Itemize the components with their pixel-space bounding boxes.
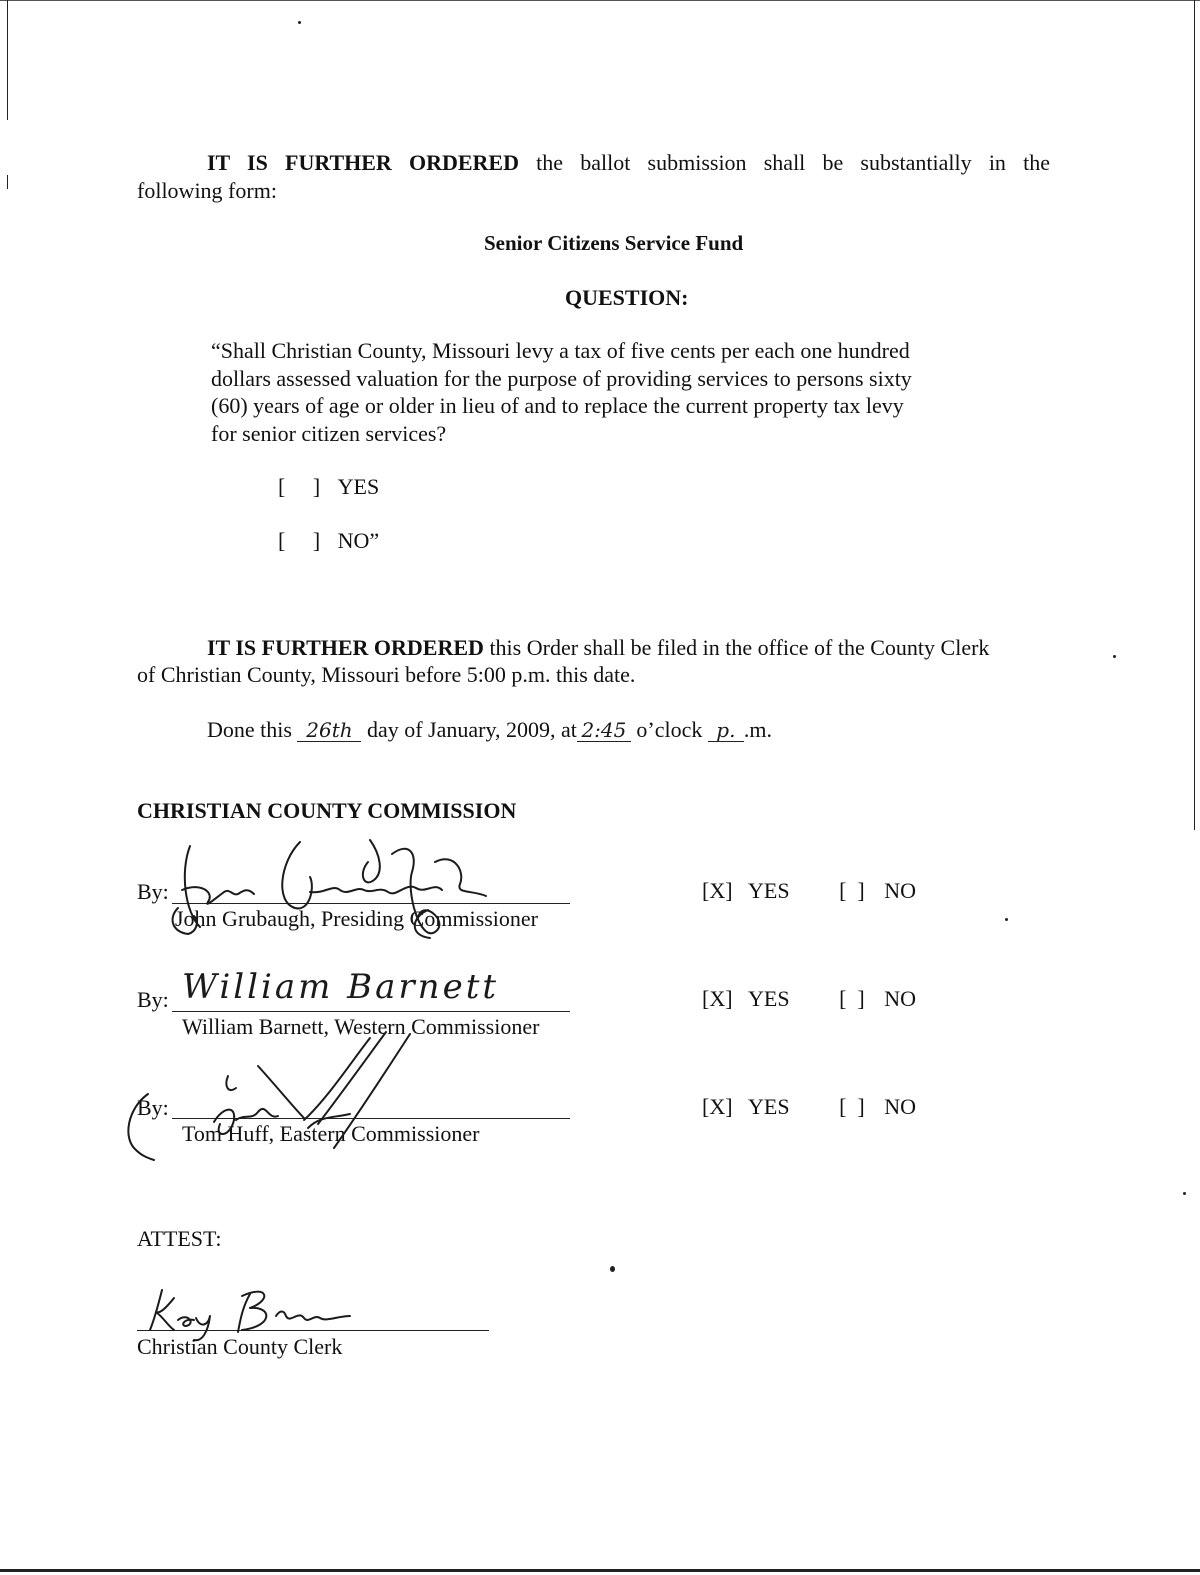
question-line: (60) years of age or older in lieu of and to replace the current property tax levy <box>211 393 904 418</box>
attest-label: ATTEST: <box>137 1226 222 1251</box>
by-label: By: <box>137 1095 169 1120</box>
order-text: the ballot submission shall be substantially in the <box>519 150 1050 175</box>
order-paragraph-2-line2: of Christian County, Missouri before 5:00 p.m. this date. <box>137 662 636 687</box>
by-label: By: <box>137 987 169 1012</box>
vote-no-label: NO <box>884 878 917 903</box>
order-lead-bold: IT IS FURTHER ORDERED <box>207 635 484 660</box>
ballot-choice-label: NO” <box>337 528 380 553</box>
vote-yes-checkbox-checked: [X] <box>702 1094 733 1119</box>
order-paragraph-2-line1 <box>207 634 989 661</box>
ballot-choice-label: YES <box>337 474 380 499</box>
clerk-title: Christian County Clerk <box>137 1334 343 1359</box>
order-text: this Order shall be filed in the office of the County Clerk <box>483 635 990 660</box>
signature-line <box>172 1011 570 1012</box>
vote-row <box>702 985 916 1012</box>
member-name-title: William Barnett, Western Commissioner <box>182 1014 540 1039</box>
member-name-title: Tom Huff, Eastern Commissioner <box>182 1121 480 1146</box>
done-mid: day of January, 2009, at <box>361 717 577 742</box>
signature-tom-huff <box>118 1028 438 1168</box>
ballot-choice-yes <box>278 473 379 500</box>
handwritten-am-pm: p. <box>708 719 744 742</box>
scan-speck <box>1183 1192 1186 1195</box>
scan-border-bottom <box>0 1569 1200 1572</box>
ballot-checkbox: [ ] <box>278 474 321 499</box>
scan-speck <box>298 21 301 24</box>
vote-no-label: NO <box>884 986 917 1011</box>
handwritten-day: 26th <box>297 719 361 742</box>
vote-yes-label: YES <box>748 878 790 903</box>
scan-border-top <box>0 0 1200 1</box>
done-oclock: o’clock <box>630 717 708 742</box>
question-line: for senior citizen services? <box>211 421 447 446</box>
vote-row <box>702 877 916 904</box>
done-suffix: .m. <box>743 717 773 742</box>
scan-border-left-mark <box>7 175 8 189</box>
ballot-choice-no <box>278 527 379 554</box>
scan-border-right <box>1194 0 1195 830</box>
signature-john-grubaugh <box>160 832 500 942</box>
vote-yes-label: YES <box>748 986 790 1011</box>
vote-yes-checkbox-checked: [X] <box>702 986 733 1011</box>
done-line <box>207 716 772 743</box>
scan-speck <box>1113 655 1116 658</box>
order-paragraph-1-line1 <box>207 149 1050 176</box>
vote-yes-checkbox-checked: [X] <box>702 878 733 903</box>
question-heading: QUESTION: <box>565 285 689 310</box>
handwritten-time: 2:45 <box>577 719 631 742</box>
scan-speck <box>1005 918 1008 921</box>
commission-heading: CHRISTIAN COUNTY COMMISSION <box>137 798 517 823</box>
ballot-title: Senior Citizens Service Fund <box>484 231 744 255</box>
vote-yes-label: YES <box>748 1094 790 1119</box>
question-line: dollars assessed valuation for the purpose of providing services to persons sixty <box>211 366 912 391</box>
done-prefix: Done this <box>207 717 298 742</box>
vote-row <box>702 1093 916 1120</box>
scan-speck <box>610 1266 615 1272</box>
vote-no-checkbox: [ ] <box>839 878 865 903</box>
order-paragraph-1-line2: following form: <box>137 178 277 203</box>
vote-no-checkbox: [ ] <box>839 986 865 1011</box>
by-label: By: <box>137 879 169 904</box>
member-name-title: John Grubaugh, Presiding Commissioner <box>175 906 538 931</box>
vote-no-checkbox: [ ] <box>839 1094 865 1119</box>
question-line: “Shall Christian County, Missouri levy a tax of five cents per each one hundred <box>211 338 910 363</box>
scan-border-left <box>7 0 8 120</box>
vote-no-label: NO <box>884 1094 917 1119</box>
ballot-checkbox: [ ] <box>278 528 321 553</box>
signature-william-barnett: William Barnett <box>182 967 500 1007</box>
order-lead-bold: IT IS FURTHER ORDERED <box>207 150 519 175</box>
